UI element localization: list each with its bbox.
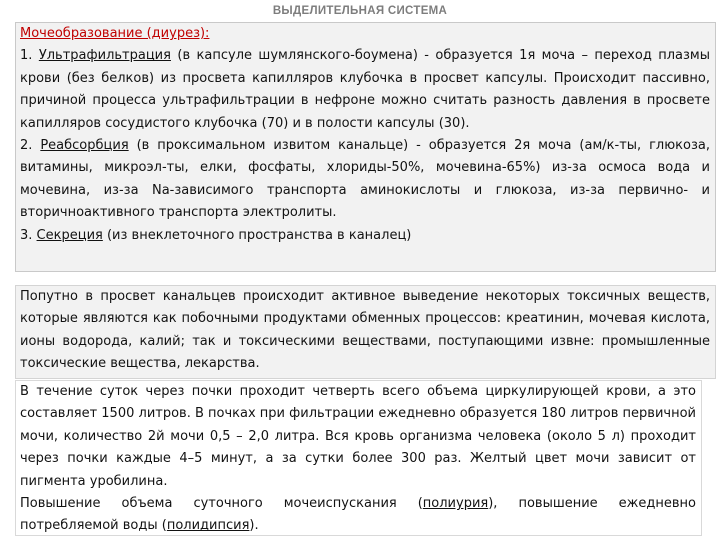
daily-facts-box: [15, 380, 702, 536]
item-number: 2.: [20, 138, 41, 154]
heading-text: Мочеобразование (диурез):: [20, 26, 210, 41]
section-heading: [20, 23, 710, 45]
item-number: 1.: [20, 48, 39, 64]
daily-facts-paragraph: В течение суток через почки проходит четверть всего объема циркулирующей крови, а это составляет 1500 литров. В почках при фильтрации ежедневно образуется 180 литров первичной мочи, количество 2й мочи 0,5 – 2,0 литра. Вся кровь организма человека (около 5 л) проходит через почки каждые 4–5 минут, а за сутки более 300 раз. Желтый цвет мочи зависит от пигмента уробилина.: [20, 384, 696, 489]
diuresis-box: [15, 22, 716, 272]
item-text: (из внеклеточного пространства в каналец): [102, 227, 412, 243]
item-text: (в проксимальном извитом канальце) - образуется 2я моча (ам/к-ты, глюкоза, витамины, микроэл-ты, елки, фосфаты, хлориды-50%, мочевина-65%) из-за осмоса вода и мочевина, из-за Na-зависимого транспорта аминокислоты и глюкоза, из-за первично- и вторичноактивного транспорта электролиты.: [20, 138, 710, 221]
polyuria-paragraph: [20, 493, 696, 538]
item-secretion: [20, 225, 710, 247]
term-secretion: Секреция: [36, 227, 103, 243]
paragraph-text: ).: [249, 518, 259, 534]
paragraph-text: ), повышение ежедневно потребляемой воды (: [20, 496, 696, 534]
toxin-excretion-text: Попутно в просвет канальцев происходит активное выведение некоторых токсичных веществ, которые являются как побочными продуктами обменных процессов: креатинин, мочевая кислота, ионы водорода, калий; так и токсическими веществами, поступающими извне: промышленные токсические вещества, лекарства.: [20, 289, 710, 372]
paragraph-text: Повышение объема суточного мочеиспускания (: [20, 496, 423, 512]
slide-title: ВЫДЕЛИТЕЛЬНАЯ СИСТЕМА: [272, 5, 448, 17]
item-reabsorption: [20, 135, 710, 225]
term-polydipsia: полидипсия: [166, 518, 250, 534]
item-number: 3.: [20, 227, 37, 243]
term-ultrafiltration: Ультрафильтрация: [38, 48, 171, 64]
term-reabsorption: Реабсорбция: [40, 138, 129, 154]
item-ultrafiltration: [20, 45, 710, 135]
item-text: (в капсуле шумлянского-боумена) - образуется 1я моча – переход плазмы крови (без белков) из просвета капилляров клубочка в просвет капсулы. Происходит пассивно, причиной процесса ультрафильтрации в нефроне можно считать разность давления в просвете капилляров сосудистого клубочка (70) и в полости капсулы (30).: [20, 48, 710, 131]
toxin-excretion-box: [15, 285, 716, 379]
term-polyuria: полиурия: [422, 496, 489, 512]
